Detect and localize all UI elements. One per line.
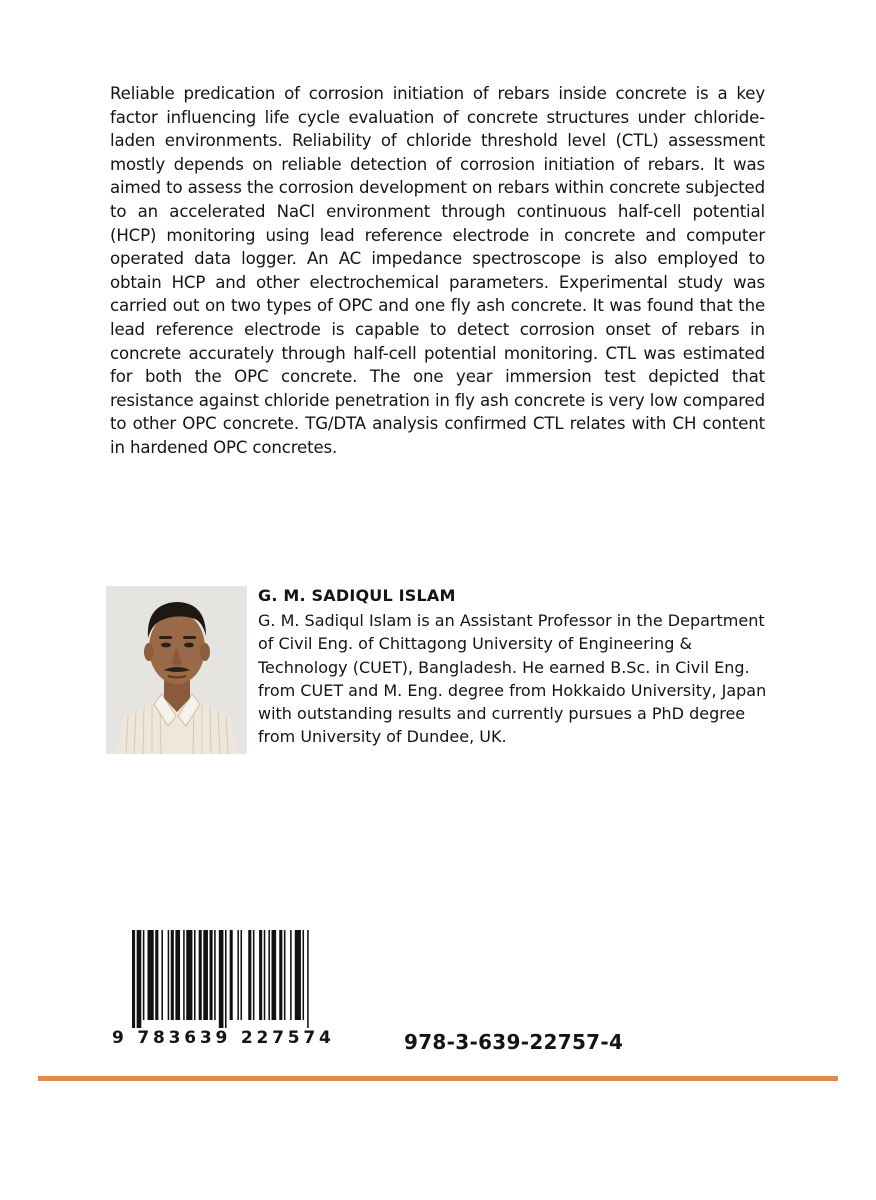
barcode-bar (186, 930, 192, 1020)
barcode-bar (143, 930, 145, 1020)
barcode-bar (259, 930, 262, 1020)
barcode-bar (210, 930, 213, 1020)
barcode-bar (272, 930, 277, 1020)
barcode-bar (161, 930, 163, 1020)
barcode-bar (203, 930, 208, 1020)
barcode-bar (237, 930, 239, 1020)
footer-rule (38, 1076, 838, 1081)
barcode-bar (199, 930, 202, 1020)
barcode-bar (137, 930, 142, 1028)
author-info (258, 586, 778, 749)
author-block (106, 586, 766, 756)
isbn-number: 978-3-639-22757-4 (404, 1030, 624, 1054)
barcode-bar (295, 930, 301, 1020)
barcode-bars (112, 928, 357, 1028)
barcode-bar (155, 930, 158, 1020)
barcode-bar (241, 930, 243, 1020)
abstract-text: Reliable predication of corrosion initiation of rebars inside concrete is a key factor influencing life cycle evaluation of concrete structures under chloride-laden environments. Reliability of chloride threshold level (CTL) assessment mostly depends on reliable detection of corrosion initiation of rebars. It was aimed to assess the corrosion development on rebars within concrete subjected to an accelerated NaCl environment through continuous half-cell potential (HCP) monitoring using lead reference electrode in concrete and computer operated data logger. An AC impedance spectroscope is also employed to obtain HCP and other electrochemical parameters. Experimental study was carried out on two types of OPC and one fly ash concrete. It was found that the lead reference electrode is capable to detect corrosion onset of rebars in concrete accurately through half-cell potential monitoring. CTL was estimated for both the OPC concrete. The one year immersion test depicted that resistance against chloride penetration in fly ash concrete is very low compared to other OPC concrete. TG/DTA analysis confirmed CTL relates with CH content in hardened OPC concretes. (110, 84, 765, 457)
barcode (112, 928, 357, 1056)
author-name: G. M. SADIQUL ISLAM (258, 586, 456, 605)
barcode-bar (175, 930, 180, 1020)
barcode-bar (253, 930, 255, 1020)
barcode-bar (230, 930, 233, 1020)
barcode-bar (171, 930, 174, 1020)
barcode-bar (284, 930, 286, 1020)
barcode-bar (168, 930, 170, 1020)
barcode-bar (132, 930, 135, 1028)
barcode-bar (214, 930, 216, 1020)
barcode-bar (219, 930, 224, 1028)
barcode-bar (268, 930, 270, 1020)
barcode-bar (194, 930, 196, 1020)
author-photo (106, 586, 247, 754)
barcode-bar (248, 930, 251, 1020)
barcode-bar (183, 930, 185, 1020)
barcode-digits: 9 783639 227574 (112, 1028, 335, 1048)
barcode-bar (303, 930, 305, 1020)
barcode-bar (148, 930, 154, 1020)
barcode-bar (225, 930, 227, 1028)
barcode-bar (264, 930, 266, 1020)
barcode-bar (307, 930, 309, 1028)
author-bio: G. M. Sadiqul Islam is an Assistant Professor in the Department of Civil Eng. of Chittagong University of Engineering & Technology (CUET), Bangladesh. He earned B.Sc. in Civil Eng. from CUET and M. Eng. degree from Hokkaido University, Japan with outstanding results and currently pursues a PhD degree from University of Dundee, UK. (258, 611, 767, 747)
barcode-bar (290, 930, 292, 1020)
barcode-bar (279, 930, 282, 1020)
